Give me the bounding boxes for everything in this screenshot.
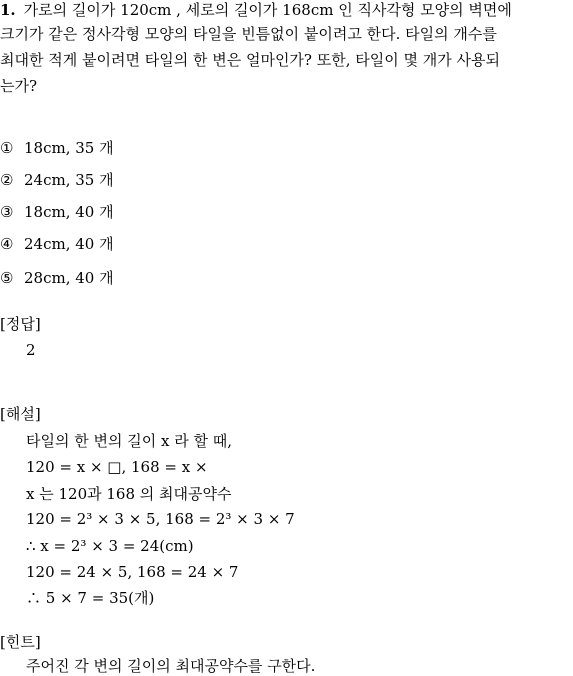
hint-label: [힌트] [0,633,41,651]
explanation-line-5: ∴ x = 2³ × 3 = 24(cm) [26,537,194,555]
explanation-line-2: 120 = x × □, 168 = x × [26,458,208,476]
answer-value: 2 [26,341,36,359]
explanation-line-1: 타일의 한 변의 길이 x 라 할 때, [26,432,232,450]
choice-3-text: 18cm, 40 개 [24,203,114,221]
choice-5-mark: ⑤ [0,269,14,287]
explanation-line-4: 120 = 2³ × 3 × 5, 168 = 2³ × 3 × 7 [26,510,295,528]
explanation-line-6: 120 = 24 × 5, 168 = 24 × 7 [26,563,239,581]
choice-1-mark: ① [0,139,14,157]
choice-5[interactable] [0,268,114,288]
choice-2[interactable] [0,170,114,190]
question-line-2: 크기가 같은 정사각형 모양의 타일을 빈틈없이 붙이려고 한다. 타일의 개수를 [0,25,497,43]
question-number: 1. [0,1,16,19]
choice-1-text: 18cm, 35 개 [24,139,114,157]
choice-3-mark: ③ [0,203,14,221]
question-line-1 [0,0,512,20]
choice-4-text: 24cm, 40 개 [24,235,114,253]
choice-4-mark: ④ [0,235,14,253]
question-text-1: 가로의 길이가 120cm , 세로의 길이가 168cm 인 직사각형 모양의 벽면에 [23,1,512,19]
choice-4[interactable] [0,234,114,254]
hint-text: 주어진 각 변의 길이의 최대공약수를 구한다. [26,657,316,675]
explanation-line-3: x 는 120과 168 의 최대공약수 [26,485,232,503]
choice-2-text: 24cm, 35 개 [24,171,114,189]
choice-2-mark: ② [0,171,14,189]
question-line-4: 는가? [0,77,38,95]
explanation-label: [해설] [0,405,41,423]
question-line-3: 최대한 적게 붙이려면 타일의 한 변은 얼마인가? 또한, 타일이 몇 개가 사용되 [0,51,500,69]
answer-label: [정답] [0,315,41,333]
choice-3[interactable] [0,202,114,222]
explanation-line-7: ∴ 5 × 7 = 35(개) [26,589,155,607]
choice-1[interactable] [0,138,114,158]
choice-5-text: 28cm, 40 개 [24,269,114,287]
